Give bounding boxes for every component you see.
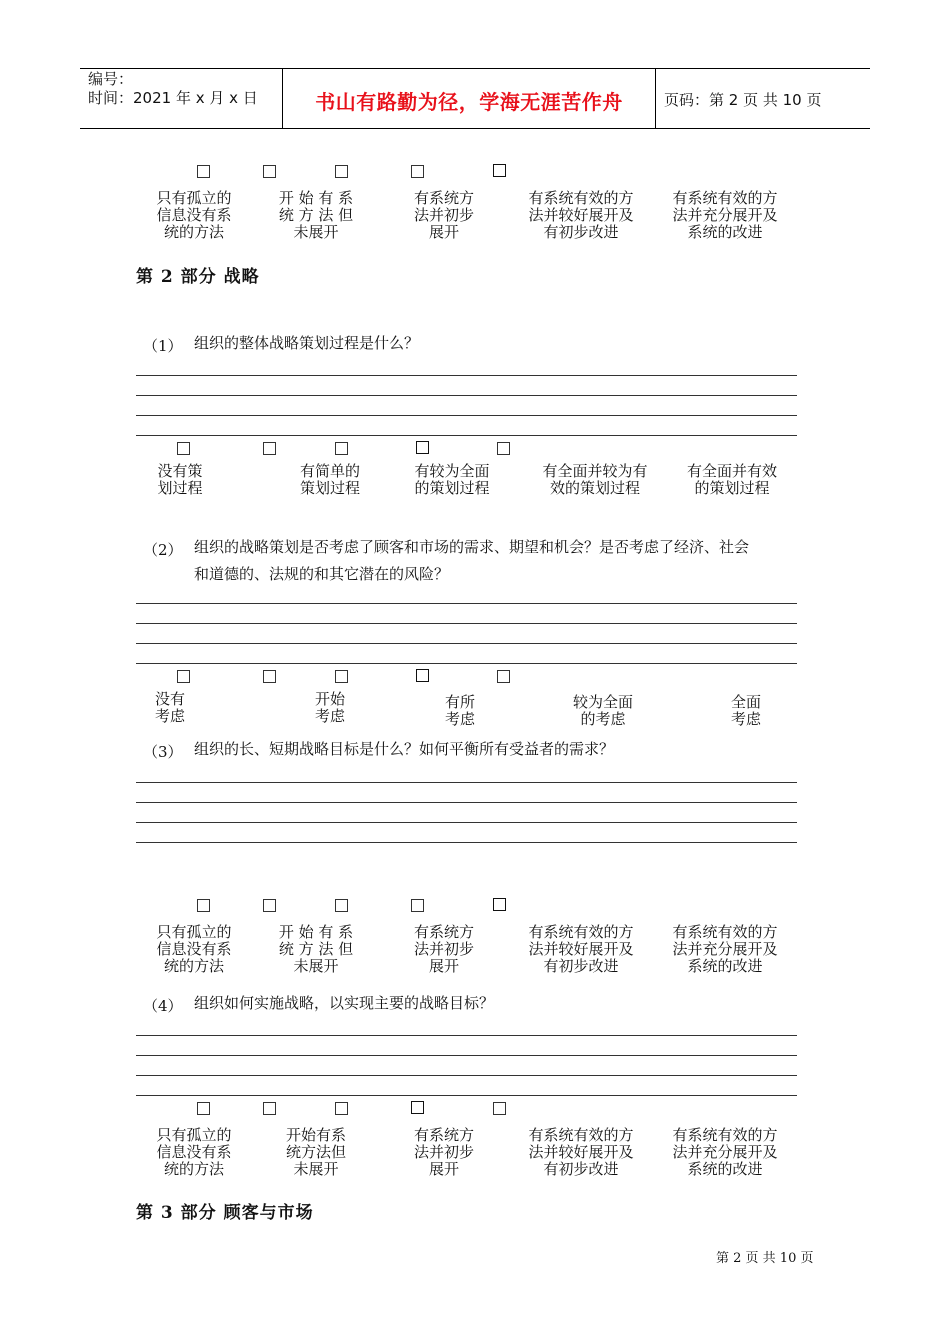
checkbox[interactable] — [335, 670, 348, 683]
q1-option: 有全面并较为有 效的策划过程 — [542, 462, 648, 497]
scale-option: 只有孤立的 信息没有系 统的方法 — [156, 923, 232, 975]
checkbox[interactable] — [197, 165, 210, 178]
q1-text: 组织的整体战略策划过程是什么？ — [194, 334, 420, 352]
q4-number: （4） — [143, 997, 183, 1015]
scale-option: 开 始 有 系 统 方 法 但 未展开 — [278, 189, 354, 241]
scale-option: 有系统方 法并初步 展开 — [413, 923, 474, 975]
scale-option: 只有孤立的 信息没有系 统的方法 — [156, 1126, 232, 1178]
q1-option: 有全面并有效 的策划过程 — [686, 462, 777, 497]
scale-option: 有系统方 法并初步 展开 — [413, 189, 474, 241]
answer-line[interactable] — [136, 623, 797, 624]
checkbox[interactable] — [416, 669, 429, 682]
checkbox[interactable] — [197, 1102, 210, 1115]
checkbox[interactable] — [411, 1101, 424, 1114]
header-divider-2 — [655, 68, 656, 129]
header-bottom-rule — [80, 128, 870, 129]
answer-line[interactable] — [136, 842, 797, 843]
checkbox[interactable] — [416, 441, 429, 454]
answer-line[interactable] — [136, 415, 797, 416]
scale-option: 有系统方 法并初步 展开 — [413, 1126, 474, 1178]
answer-line[interactable] — [136, 1035, 797, 1036]
checkbox[interactable] — [497, 670, 510, 683]
q3-number: （3） — [143, 743, 183, 761]
answer-line[interactable] — [136, 1095, 797, 1096]
q2-option: 没有 考虑 — [155, 690, 186, 725]
checkbox[interactable] — [197, 899, 210, 912]
header-motto: 书山有路勤为径，学海无涯苦作舟 — [315, 90, 623, 114]
q3-text: 组织的长、短期战略目标是什么？如何平衡所有受益者的需求？ — [194, 740, 615, 758]
footer-page-number: 第 2 页 共 10 页 — [716, 1251, 814, 1266]
checkbox[interactable] — [335, 899, 348, 912]
checkbox[interactable] — [263, 1102, 276, 1115]
answer-line[interactable] — [136, 435, 797, 436]
number-label: 编号： — [88, 70, 134, 88]
scale-option: 开始有系 统方法但 未展开 — [285, 1126, 346, 1178]
checkbox[interactable] — [497, 442, 510, 455]
checkbox[interactable] — [335, 442, 348, 455]
answer-line[interactable] — [136, 1055, 797, 1056]
answer-line[interactable] — [136, 802, 797, 803]
scale-option: 有系统有效的方 法并充分展开及 系统的改进 — [672, 1126, 778, 1178]
answer-line[interactable] — [136, 643, 797, 644]
time-label: 时间：2021 年 x 月 x 日 — [88, 89, 258, 107]
q2-option: 较为全面 的考虑 — [572, 693, 633, 728]
q2-text: 组织的战略策划是否考虑了顾客和市场的需求、期望和机会？是否考虑了经济、社会 和道德的、法规的和其它潜在的风险？ — [194, 538, 750, 583]
answer-line[interactable] — [136, 375, 797, 376]
scale-option: 有系统有效的方 法并较好展开及 有初步改进 — [528, 1126, 634, 1178]
q4-text: 组织如何实施战略，以实现主要的战略目标？ — [194, 994, 495, 1012]
answer-line[interactable] — [136, 782, 797, 783]
checkbox[interactable] — [263, 670, 276, 683]
checkbox[interactable] — [335, 165, 348, 178]
answer-line[interactable] — [136, 822, 797, 823]
header-top-rule — [80, 68, 870, 69]
q2-option: 全面 考虑 — [730, 693, 761, 728]
checkbox[interactable] — [177, 670, 190, 683]
q2-number: （2） — [143, 541, 183, 559]
checkbox[interactable] — [177, 442, 190, 455]
checkbox[interactable] — [493, 1102, 506, 1115]
header-meta — [88, 70, 258, 108]
q1-option: 有简单的 策划过程 — [299, 462, 360, 497]
header-page-label: 页码：第 2 页 共 10 页 — [664, 91, 822, 109]
answer-line[interactable] — [136, 603, 797, 604]
scale-option: 有系统有效的方 法并较好展开及 有初步改进 — [528, 189, 634, 241]
q1-option: 有较为全面 的策划过程 — [414, 462, 490, 497]
checkbox[interactable] — [263, 442, 276, 455]
checkbox[interactable] — [263, 899, 276, 912]
checkbox[interactable] — [493, 164, 506, 177]
scale-option: 有系统有效的方 法并充分展开及 系统的改进 — [672, 923, 778, 975]
q1-number: （1） — [143, 337, 183, 355]
scale-option: 只有孤立的 信息没有系 统的方法 — [156, 189, 232, 241]
answer-line[interactable] — [136, 395, 797, 396]
scale-option: 有系统有效的方 法并较好展开及 有初步改进 — [528, 923, 634, 975]
scale-option: 开 始 有 系 统 方 法 但 未展开 — [278, 923, 354, 975]
checkbox[interactable] — [335, 1102, 348, 1115]
section-2-title: 第 2 部分 战略 — [136, 267, 260, 287]
q2-option: 开始 考虑 — [314, 690, 345, 725]
scale-option: 有系统有效的方 法并充分展开及 系统的改进 — [672, 189, 778, 241]
checkbox[interactable] — [493, 898, 506, 911]
q1-option: 没有策 划过程 — [157, 462, 203, 497]
checkbox[interactable] — [411, 899, 424, 912]
checkbox[interactable] — [263, 165, 276, 178]
checkbox[interactable] — [411, 165, 424, 178]
q2-option: 有所 考虑 — [444, 693, 475, 728]
section-3-title: 第 3 部分 顾客与市场 — [136, 1203, 314, 1223]
answer-line[interactable] — [136, 663, 797, 664]
answer-line[interactable] — [136, 1075, 797, 1076]
